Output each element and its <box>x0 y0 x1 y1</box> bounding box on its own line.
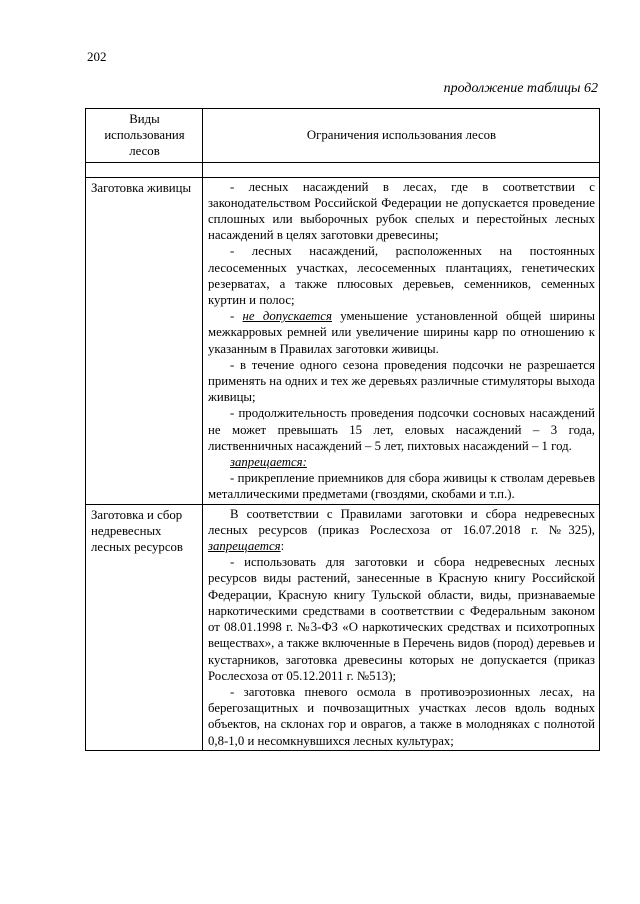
restriction-paragraph <box>208 308 595 357</box>
text-fragment: уменьшение установленной общей ширины межкарровых ремней или увеличение ширины карр по отношению к указанным в Правилах заготовки живицы. <box>208 309 595 356</box>
restriction-paragraph: - лесных насаждений, расположенных на постоянных лесосеменных участках, лесосеменных плантациях, генетических резерватах, а также плюсовых деревьев, семенников, семенных куртин и полос; <box>208 244 595 308</box>
spacer-cell <box>203 162 600 177</box>
forest-use-restrictions-table <box>85 108 600 751</box>
restrictions-cell <box>203 504 600 750</box>
restrictions-cell <box>203 177 600 504</box>
table-row <box>86 504 600 750</box>
prohibition-heading <box>208 454 595 470</box>
emphasis-text: запрещается: <box>230 455 307 470</box>
text-fragment: - <box>230 309 243 324</box>
table-header-row <box>86 109 600 163</box>
emphasis-text: не допускается <box>242 309 332 324</box>
restriction-paragraph <box>208 506 595 555</box>
restriction-paragraph: - использовать для заготовки и сбора недревесных лесных ресурсов виды растений, занесенные в Красную книгу Российской Федерации, Красную книгу Тульской области, виды, признаваемые наркотическими средствами в соответствии с Федеральным законом от 08.01.1998 г. №3-ФЗ «О наркотических средствах и психотропных веществах», а также включенные в Перечень видов (пород) деревьев и кустарников, заготовка древесины которых не допускается (приказ Рослесхоза от 05.12.2011 г. №513); <box>208 555 595 683</box>
header-use-types: Виды использования лесов <box>86 109 203 163</box>
restriction-paragraph: - заготовка пневого осмола в противоэрозионных лесах, на берегозащитных и почвозащитных участках лесов вдоль водных объектов, на склонах гор и оврагов, а также в молодняках с полнотой 0,8-1,0 и несомкнувшихся лесных культурах; <box>208 684 595 748</box>
text-fragment: В соответствии с Правилами заготовки и сбора недревесных лесных ресурсов (приказ Рослесхоза от 16.07.2018 г. №325), <box>208 506 595 537</box>
restriction-paragraph: - лесных насаждений в лесах, где в соответствии с законодательством Российской Федерации не допускается проведение сплошных или выборочных рубок спелых и перестойных лесных насаждений в целях заготовки древесины; <box>208 179 595 243</box>
header-restrictions: Ограничения использования лесов <box>203 109 600 163</box>
table-spacer-row <box>86 162 600 177</box>
restriction-paragraph: - продолжительность проведения подсочки сосновых насаждений не может превышать 15 лет, еловых насаждений – 3 года, лиственничных насаждений – 5 лет, пихтовых насаждений – 1 год. <box>208 406 595 453</box>
table-continuation-caption: продолжение таблицы 62 <box>443 81 598 96</box>
restriction-paragraph: - в течение одного сезона проведения подсочки не разрешается применять на одних и тех же деревьях различные стимуляторы выхода живицы; <box>208 357 595 405</box>
spacer-cell <box>86 162 203 177</box>
emphasis-text: запрещается <box>208 539 281 554</box>
table-row <box>86 177 600 504</box>
use-type-cell: Заготовка и сбор недревесных лесных ресурсов <box>86 504 203 750</box>
restriction-paragraph: - прикрепление приемников для сбора живицы к стволам деревьев металлическими предметами (гвоздями, скобами и т.п.). <box>208 471 595 502</box>
text-fragment: : <box>280 539 285 554</box>
use-type-cell: Заготовка живицы <box>86 177 203 504</box>
page-number: 202 <box>87 49 107 64</box>
